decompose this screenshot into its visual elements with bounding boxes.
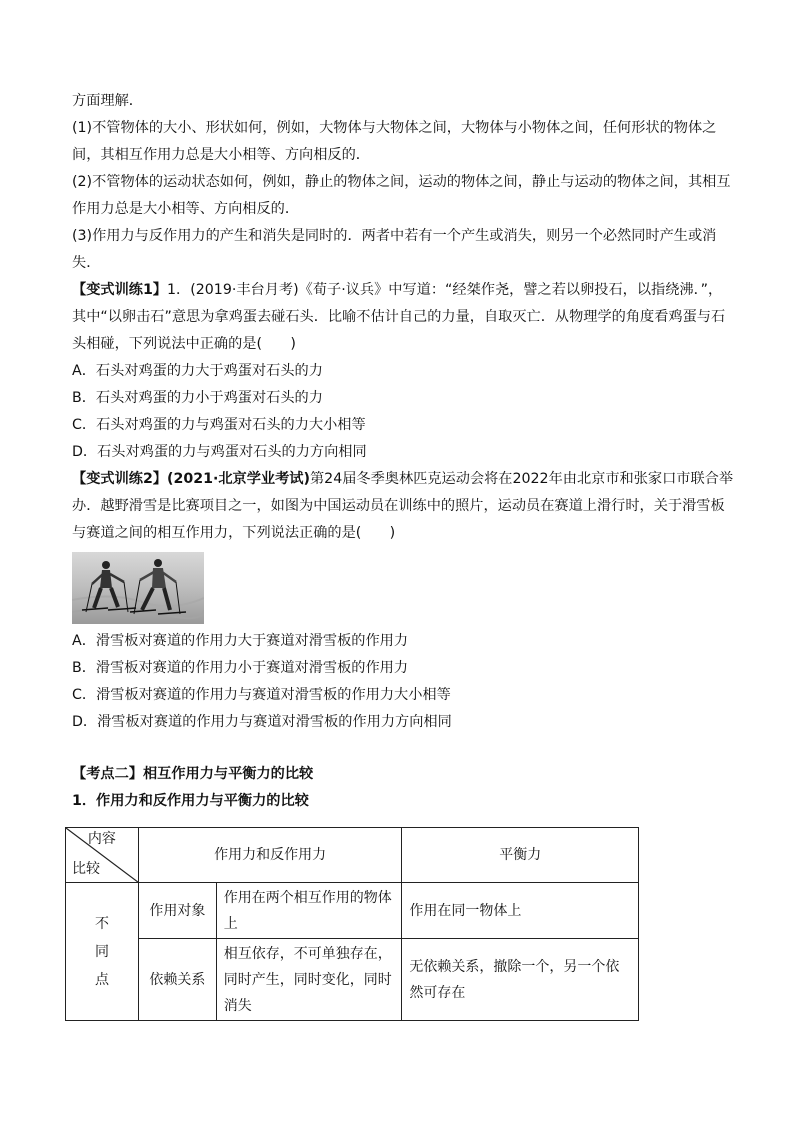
exercise-2-option-d: D．滑雪板对赛道的作用力与赛道对滑雪板的作用力方向相同: [72, 714, 452, 730]
row-label: 作用对象: [138, 883, 216, 939]
skiers-photo: [72, 552, 204, 624]
action-reaction-cell: 相互依存，不可单独存在，同时产生，同时变化，同时消失: [216, 939, 402, 1021]
table-corner-cell: [66, 828, 139, 883]
group-label-char: 点: [94, 971, 109, 988]
group-label-char: 不: [94, 915, 109, 932]
exercise-2-option-b: B．滑雪板对赛道的作用力小于赛道对滑雪板的作用力: [72, 660, 409, 676]
intro-line: 方面理解．: [72, 93, 143, 109]
intro-point-2: (2)不管物体的运动状态如何，例如，静止的物体之间，运动的物体之间，静止与运动的物体之间，其相互作用力总是大小相等、方向相反的．: [72, 174, 731, 217]
table-header-row: [66, 828, 639, 883]
group-label-char: 同: [94, 943, 109, 960]
balance-cell: 作用在同一物体上: [402, 883, 639, 939]
exercise-1-option-a: A．石头对鸡蛋的力大于鸡蛋对石头的力: [72, 363, 323, 379]
corner-bottom-label: 比较: [72, 861, 100, 877]
intro-point-3: (3)作用力与反作用力的产生和消失是同时的．两者中若有一个产生或消失，则另一个必然同时产生或消失．: [72, 228, 717, 271]
comparison-table: [65, 827, 639, 1021]
header-balance: 平衡力: [402, 828, 639, 883]
corner-top-label: 内容: [87, 831, 116, 847]
exercise-1-option-c: C．石头对鸡蛋的力与鸡蛋对石头的力大小相等: [72, 417, 366, 433]
table-row: [66, 939, 639, 1021]
exercise-2-option-a: A．滑雪板对赛道的作用力大于赛道对滑雪板的作用力: [72, 633, 409, 649]
intro-point-1: (1)不管物体的大小、形状如何，例如，大物体与大物体之间，大物体与小物体之间，任何形状的物体之间，其相互作用力总是大小相等、方向相反的．: [72, 120, 717, 163]
exercise-1-text: 1．(2019·丰台月考)《荀子·议兵》中写道：“经桀作尧，譬之若以卵投石，以指绕沸．”，其中“以卵击石”意思为拿鸡蛋去碰石头．比喻不估计自己的力量，自取灭亡．从物理学的角度看鸡蛋与石头相碰，下列说法中正确的是( ): [72, 282, 726, 352]
exercise-1-tag: 【变式训练1】: [72, 282, 167, 298]
balance-cell: 无依赖关系，撤除一个，另一个依然可存在: [402, 939, 639, 1021]
section-2-title: 【考点二】相互作用力与平衡力的比较: [72, 766, 314, 782]
exercise-1-option-d: D．石头对鸡蛋的力与鸡蛋对石头的力方向相同: [72, 444, 367, 460]
exercise-2-text: 第24届冬季奥林匹克运动会将在2022年由北京市和张家口市联合举办．越野滑雪是比赛项目之一，如图为中国运动员在训练中的照片，运动员在赛道上滑行时，关于滑雪板与赛道之间的相互作用力，下列说法正确的是( ): [72, 471, 734, 541]
group-label-cell: [66, 883, 139, 1021]
exercise-2-source: (2021·北京学业考试): [167, 471, 310, 487]
exercise-1-option-b: B．石头对鸡蛋的力小于鸡蛋对石头的力: [72, 390, 323, 406]
document-body: [72, 88, 736, 815]
row-label: 依赖关系: [138, 939, 216, 1021]
table-row: [66, 883, 639, 939]
exercise-2-tag: 【变式训练2】: [72, 471, 167, 487]
exercise-2-option-c: C．滑雪板对赛道的作用力与赛道对滑雪板的作用力大小相等: [72, 687, 451, 703]
header-action-reaction: 作用力和反作用力: [138, 828, 402, 883]
exercise-1-stem: [72, 277, 736, 358]
section-gap: [72, 736, 736, 761]
action-reaction-cell: 作用在两个相互作用的物体上: [216, 883, 402, 939]
section-2-subtitle: 1．作用力和反作用力与平衡力的比较: [72, 793, 309, 809]
exercise-2-stem: [72, 466, 736, 547]
